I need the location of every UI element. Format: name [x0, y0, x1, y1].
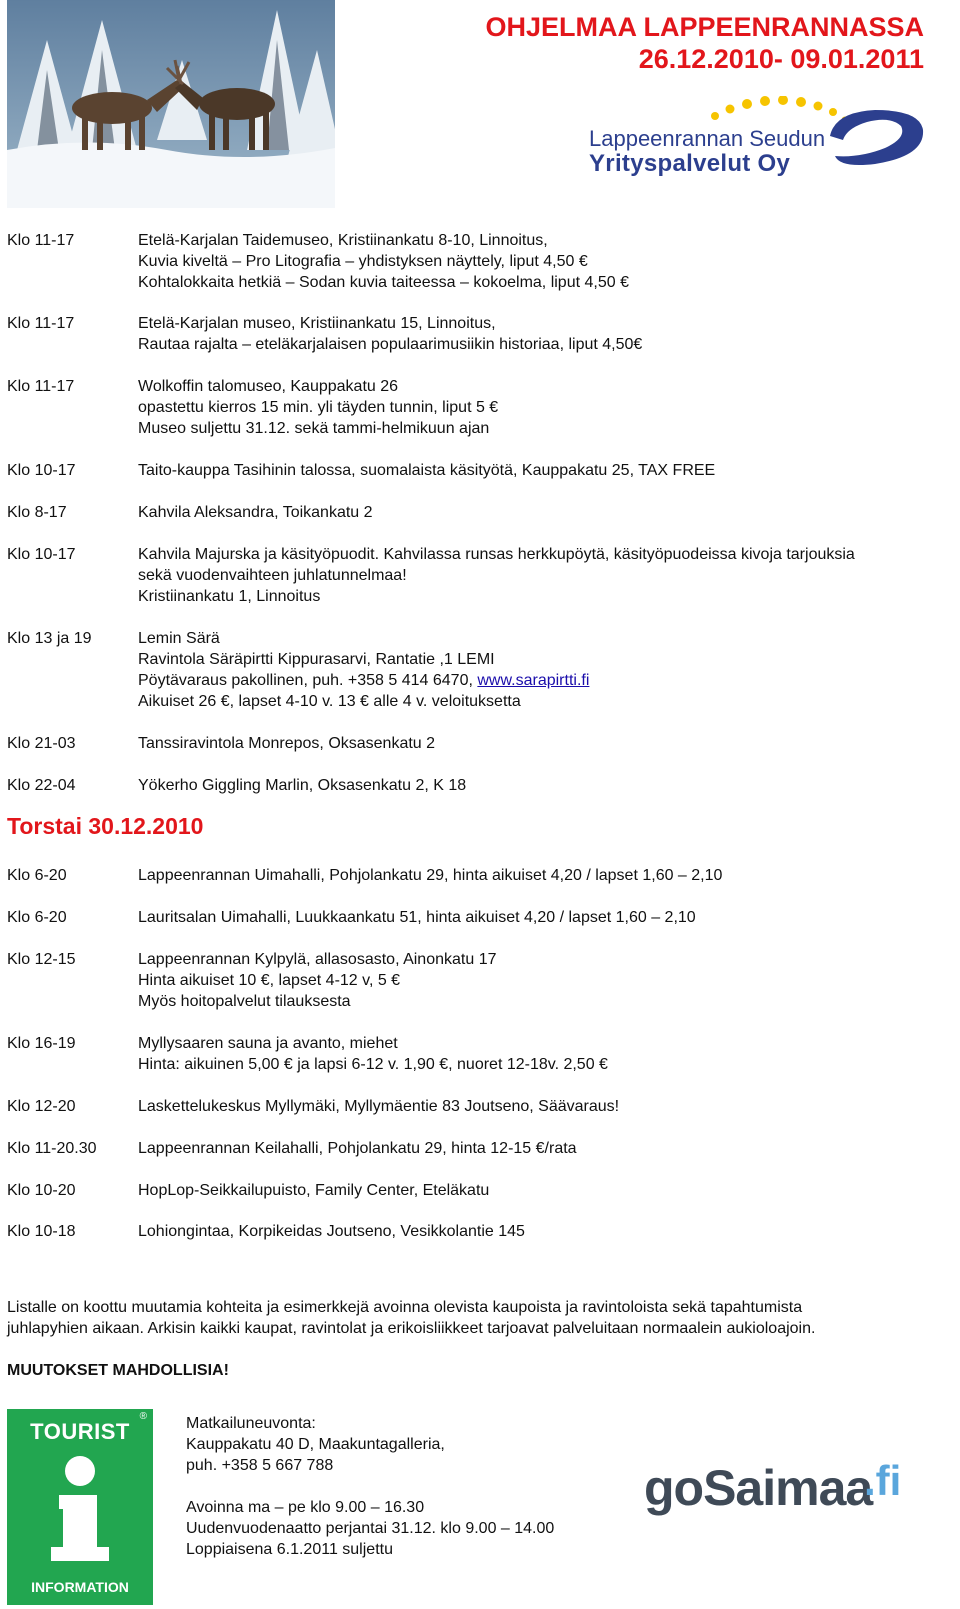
tourist-office-info [186, 1413, 554, 1560]
event-line: Museo suljettu 31.12. sekä tammi-helmikuun ajan [138, 420, 490, 437]
event-time: Klo 10-17 [7, 546, 76, 563]
event-description [138, 775, 466, 796]
event-time: Klo 11-17 [7, 378, 75, 395]
event-description [138, 628, 589, 712]
event-line: Tanssiravintola Monrepos, Oksasenkatu 2 [138, 735, 436, 752]
date-range: 26.12.2010- 09.01.2011 [638, 44, 924, 74]
event-line: Etelä-Karjalan Taidemuseo, Kristiinankatu 8-10, Linnoitus, [138, 232, 548, 249]
event-line: opastettu kierros 15 min. yli täyden tunnin, liput 5 € [138, 399, 499, 416]
event-time: Klo 12-20 [7, 1098, 76, 1115]
event-line: Kristiinankatu 1, Linnoitus [138, 588, 321, 605]
tourist-info-line: Loppiaisena 6.1.2011 suljettu [186, 1541, 393, 1558]
event-line: Kahvila Aleksandra, Toikankatu 2 [138, 504, 373, 521]
event-line [138, 670, 589, 691]
event-line: Lauritsalan Uimahalli, Luukkaankatu 51, hinta aikuiset 4,20 / lapset 1,60 – 2,10 [138, 909, 696, 926]
page-title: OHJELMAA LAPPEENRANNASSA [485, 12, 924, 42]
event-line: Lohiongintaa, Korpikeidas Joutseno, Vesikkolantie 145 [138, 1223, 525, 1240]
changes-notice: MUUTOKSET MAHDOLLISIA! [7, 1362, 229, 1379]
event-line: Lappeenrannan Uimahalli, Pohjolankatu 29, hinta aikuiset 4,20 / lapset 1,60 – 2,10 [138, 867, 723, 884]
event-description [138, 460, 715, 481]
event-line: Myllysaaren sauna ja avanto, miehet [138, 1035, 398, 1052]
event-description [138, 1096, 619, 1117]
event-time: Klo 8-17 [7, 504, 67, 521]
reindeer-illustration [7, 0, 335, 208]
gosaimaa-word: goSaimaa [644, 1460, 873, 1516]
event-description [138, 1180, 489, 1201]
event-line: sekä vuodenvaihteen juhlatunnelmaa! [138, 567, 407, 584]
event-time: Klo 12-15 [7, 951, 76, 968]
event-description [138, 1033, 608, 1075]
event-time: Klo 11-20.30 [7, 1140, 97, 1157]
event-line: HopLop-Seikkailupuisto, Family Center, Eteläkatu [138, 1182, 490, 1199]
event-description [138, 733, 435, 754]
event-line: Wolkoffin talomuseo, Kauppakatu 26 [138, 378, 399, 395]
event-description [138, 376, 498, 439]
event-line: Lemin Särä [138, 630, 220, 647]
event-time: Klo 6-20 [7, 867, 67, 884]
tourist-info-line: puh. +358 5 667 788 [186, 1457, 334, 1474]
event-time: Klo 11-17 [7, 315, 75, 332]
footer-note [7, 1297, 947, 1339]
event-description [138, 502, 373, 523]
event-time: Klo 11-17 [7, 232, 75, 249]
tourist-information-logo [7, 1409, 153, 1605]
event-line: Yökerho Giggling Marlin, Oksasenkatu 2, K 18 [138, 777, 467, 794]
reservation-text: Pöytävaraus pakollinen, puh. +358 5 414 6470, [138, 672, 478, 689]
tourist-info-line: Kauppakatu 40 D, Maakuntagalleria, [186, 1436, 445, 1453]
company-logo [585, 96, 930, 186]
event-line: Hinta aikuiset 10 €, lapset 4-12 v, 5 € [138, 972, 401, 989]
registered-mark: ® [139, 1411, 147, 1422]
logo-text-line1: Lappeenrannan Seudun [589, 126, 826, 151]
event-line: Laskettelukeskus Myllymäki, Myllymäentie 83 Joutseno, Säävaraus! [138, 1098, 620, 1115]
event-description [138, 949, 496, 1012]
information-word: INFORMATION [31, 1579, 129, 1595]
tourist-word: TOURIST [30, 1419, 130, 1444]
footer-note-line: Listalle on koottu muutamia kohteita ja esimerkkejä avoinna olevista kaupoista ja ravintoloista sekä tapahtumista [7, 1299, 803, 1316]
event-time: Klo 6-20 [7, 909, 67, 926]
tourist-info-line: Avoinna ma – pe klo 9.00 – 16.30 [186, 1499, 425, 1516]
event-line: Lappeenrannan Kylpylä, allasosasto, Ainonkatu 17 [138, 951, 497, 968]
tourist-info-line: Uudenvuodenaatto perjantai 31.12. klo 9.00 – 14.00 [186, 1520, 555, 1537]
event-time: Klo 16-19 [7, 1035, 76, 1052]
event-time: Klo 10-20 [7, 1182, 76, 1199]
event-line: Ravintola Säräpirtti Kippurasarvi, Rantatie ,1 LEMI [138, 651, 495, 668]
event-line: Kuvia kiveltä – Pro Litografia – yhdistyksen näyttely, liput 4,50 € [138, 253, 588, 270]
event-line: Kahvila Majurska ja käsityöpuodit. Kahvilassa runsas herkkupöytä, käsityöpuodeissa kivoja tarjouksia [138, 546, 855, 563]
day-heading: Torstai 30.12.2010 [7, 813, 204, 839]
event-line: Rautaa rajalta – eteläkarjalaisen populaarimusiikin historiaa, liput 4,50€ [138, 336, 643, 353]
event-description [138, 313, 642, 355]
event-description [138, 544, 855, 607]
footer-note-line: juhlapyhien aikaan. Arkisin kaikki kaupat, ravintolat ja erikoisliikkeet tarjoavat palveluitaan normaalein aukioloajoin. [7, 1320, 816, 1337]
event-time: Klo 10-17 [7, 462, 76, 479]
event-line: Kohtalokkaita hetkiä – Sodan kuvia taiteessa – kokoelma, liput 4,50 € [138, 274, 629, 291]
event-description [138, 230, 629, 293]
sarapirtti-link[interactable]: www.sarapirtti.fi [477, 672, 590, 689]
event-description [138, 1221, 525, 1242]
event-time: Klo 22-04 [7, 777, 76, 794]
event-time: Klo 10-18 [7, 1223, 76, 1240]
event-line: Etelä-Karjalan museo, Kristiinankatu 15, Linnoitus, [138, 315, 496, 332]
reindeer-photo [7, 0, 335, 208]
gosaimaa-logo [644, 1457, 924, 1527]
info-i-icon [7, 1449, 153, 1569]
tourist-info-line: Matkailuneuvonta: [186, 1415, 316, 1432]
event-line: Taito-kauppa Tasihinin talossa, suomalaista käsityötä, Kauppakatu 25, TAX FREE [138, 462, 716, 479]
tourist-info-spacer [186, 1476, 554, 1497]
event-line: Hinta: aikuinen 5,00 € ja lapsi 6-12 v. 1,90 €, nuoret 12-18v. 2,50 € [138, 1056, 608, 1073]
gosaimaa-suffix: .fi [864, 1457, 902, 1504]
event-line: Aikuiset 26 €, lapset 4-10 v. 13 € alle 4 v. veloituksetta [138, 693, 521, 710]
event-description [138, 1138, 577, 1159]
event-line: Lappeenrannan Keilahalli, Pohjolankatu 29, hinta 12-15 €/rata [138, 1140, 577, 1157]
event-description [138, 865, 722, 886]
event-description [138, 907, 696, 928]
event-time: Klo 21-03 [7, 735, 76, 752]
logo-text-line2: Yrityspalvelut Oy [589, 150, 791, 177]
event-line: Myös hoitopalvelut tilauksesta [138, 993, 351, 1010]
event-time: Klo 13 ja 19 [7, 630, 92, 647]
